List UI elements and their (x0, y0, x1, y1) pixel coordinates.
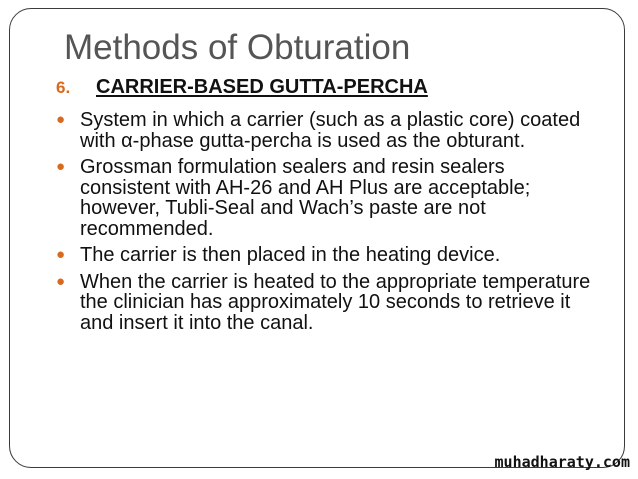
bullet-list (56, 110, 596, 339)
bullet-text: Grossman formulation sealers and resin sealers consistent with AH-26 and AH Plus are acceptable; however, Tubli-Seal and Wach’s paste are not recommended. (80, 156, 531, 240)
item-number: 6. (56, 78, 71, 97)
bullet-item (56, 272, 596, 334)
bullet-text: The carrier is then placed in the heating device. (80, 244, 501, 266)
bullet-dot-icon: ● (56, 111, 66, 128)
bullet-text: When the carrier is heated to the appropriate temperature the clinician has approximately 10 seconds to retrieve it and insert it into the canal. (80, 270, 591, 334)
bullet-dot-icon: ● (56, 272, 66, 290)
bullet-text: System in which a carrier (such as a plastic core) coated with α-phase gutta-percha is used as the obturant. (80, 109, 581, 152)
item-heading: CARRIER-BASED GUTTA-PERCHA (96, 76, 428, 98)
numbered-heading (56, 76, 428, 99)
bullet-dot-icon: ● (56, 246, 66, 263)
watermark: muhadharaty.com (494, 453, 630, 471)
bullet-item (56, 110, 596, 151)
bullet-dot-icon: ● (56, 158, 66, 175)
slide-title: Methods of Obturation (64, 28, 411, 67)
bullet-item (56, 245, 596, 266)
bullet-item (56, 157, 596, 239)
